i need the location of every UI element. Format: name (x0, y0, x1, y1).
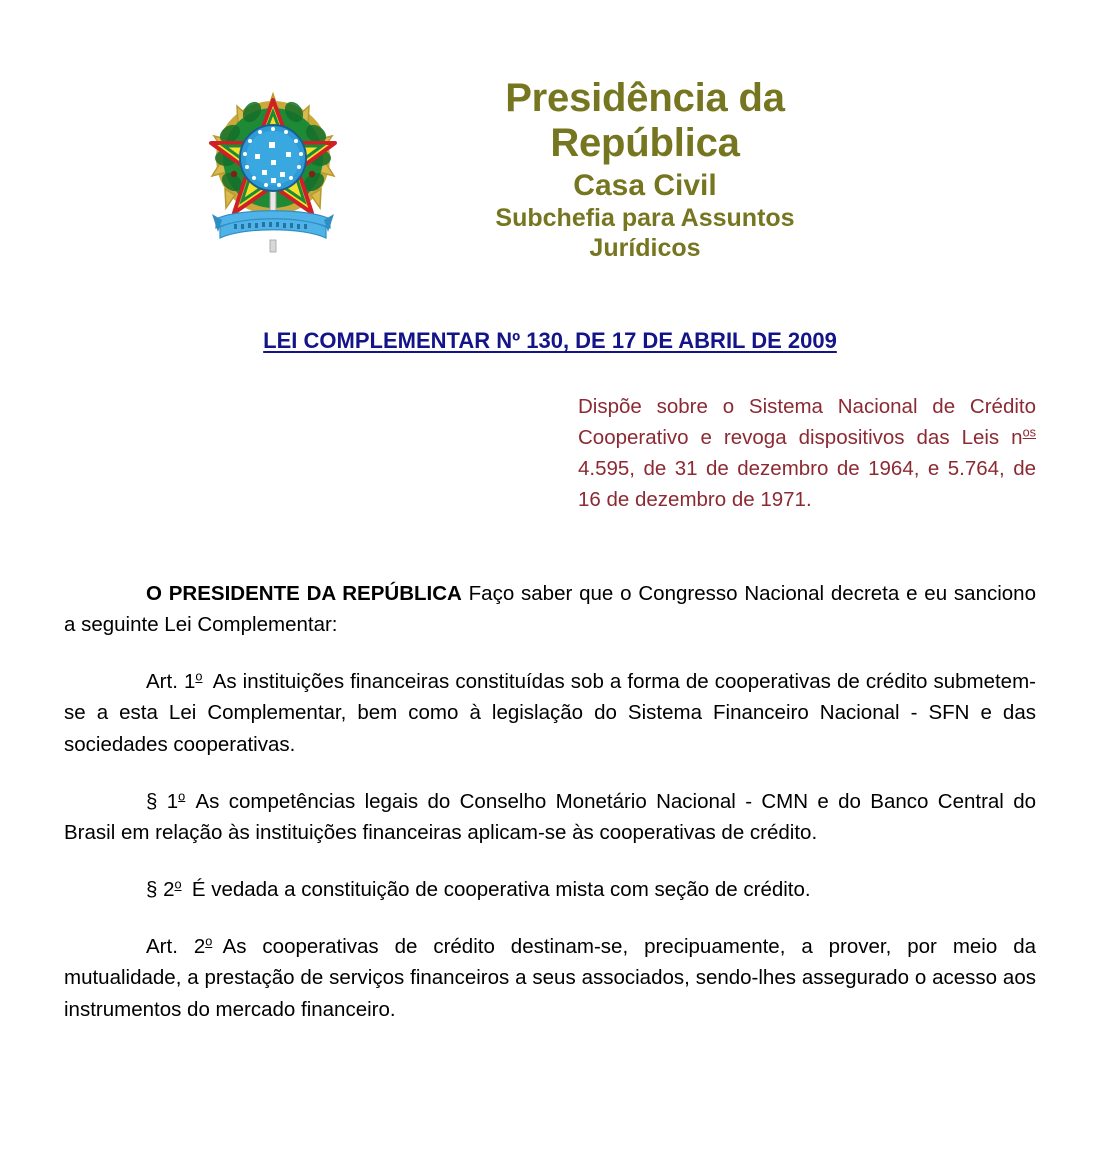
par-2-ordinal: o (174, 876, 182, 892)
header-title-block (380, 76, 910, 263)
brazil-coat-of-arms-icon (208, 86, 338, 264)
ementa-part-2: 4.595, de 31 de dezembro de 1964, e 5.764, de 16 de dezembro de 1971. (578, 457, 1036, 512)
par-2-text: É vedada a constituição de cooperativa mista com seção de crédito. (191, 878, 811, 902)
header-line-subchefia-2: Jurídicos (589, 234, 701, 263)
par-1-marker: § 1 (146, 789, 179, 813)
ementa-part-1: Dispõe sobre o Sistema Nacional de Crédito Cooperativo e revoga dispositivos das Leis n (578, 395, 1036, 450)
art-1-text: As instituições financeiras constituídas sob a forma de cooperativas de crédito submetem-se a esta Lei Complementar, bem como à legislação do Sistema Financeiro Nacional - SFN e das sociedades cooperativas. (64, 670, 1036, 756)
par-1-ordinal: o (178, 788, 186, 804)
paragraph-preamble (64, 578, 1036, 640)
document-body (64, 578, 1036, 1025)
art-2-ordinal: o (205, 933, 213, 949)
header-line-subchefia-1: Subchefia para Assuntos (495, 204, 795, 233)
ementa-ordinal: os (1022, 424, 1036, 440)
par-1-text: As competências legais do Conselho Monetário Nacional - CMN e do Banco Central do Brasil em relação às instituições financeiras aplicam-se às cooperativas de crédito. (64, 789, 1036, 844)
preamble-rest: Faço saber que o Congresso Nacional decreta e eu sanciono a seguinte Lei Complementar: (64, 582, 1036, 637)
art-2-text: As cooperativas de crédito destinam-se, precipuamente, a prover, por meio da mutualidade, a prestação de serviços financeiros a seus associados, sendo-lhes assegurado o acesso aos instrumentos do mercado financeiro. (64, 935, 1036, 1021)
ementa-summary (578, 391, 1036, 516)
document-header (0, 62, 1100, 297)
header-line-casa-civil: Casa Civil (573, 168, 717, 202)
paragraph-art-1 (64, 666, 1036, 759)
paragraph-par-1 (64, 786, 1036, 848)
art-2-marker: Art. 2 (146, 935, 206, 959)
art-1-marker: Art. 1 (146, 670, 196, 694)
paragraph-art-2 (64, 931, 1036, 1024)
header-line-presidencia-2: República (550, 120, 740, 165)
paragraph-par-2 (64, 874, 1036, 905)
header-line-presidencia-1: Presidência da (505, 76, 785, 120)
par-2-marker: § 2 (146, 878, 175, 902)
preamble-bold-lead: O PRESIDENTE DA REPÚBLICA (146, 582, 462, 605)
art-1-ordinal: o (195, 668, 203, 684)
law-title[interactable]: LEI COMPLEMENTAR Nº 130, DE 17 DE ABRIL DE 2009 (263, 328, 837, 353)
